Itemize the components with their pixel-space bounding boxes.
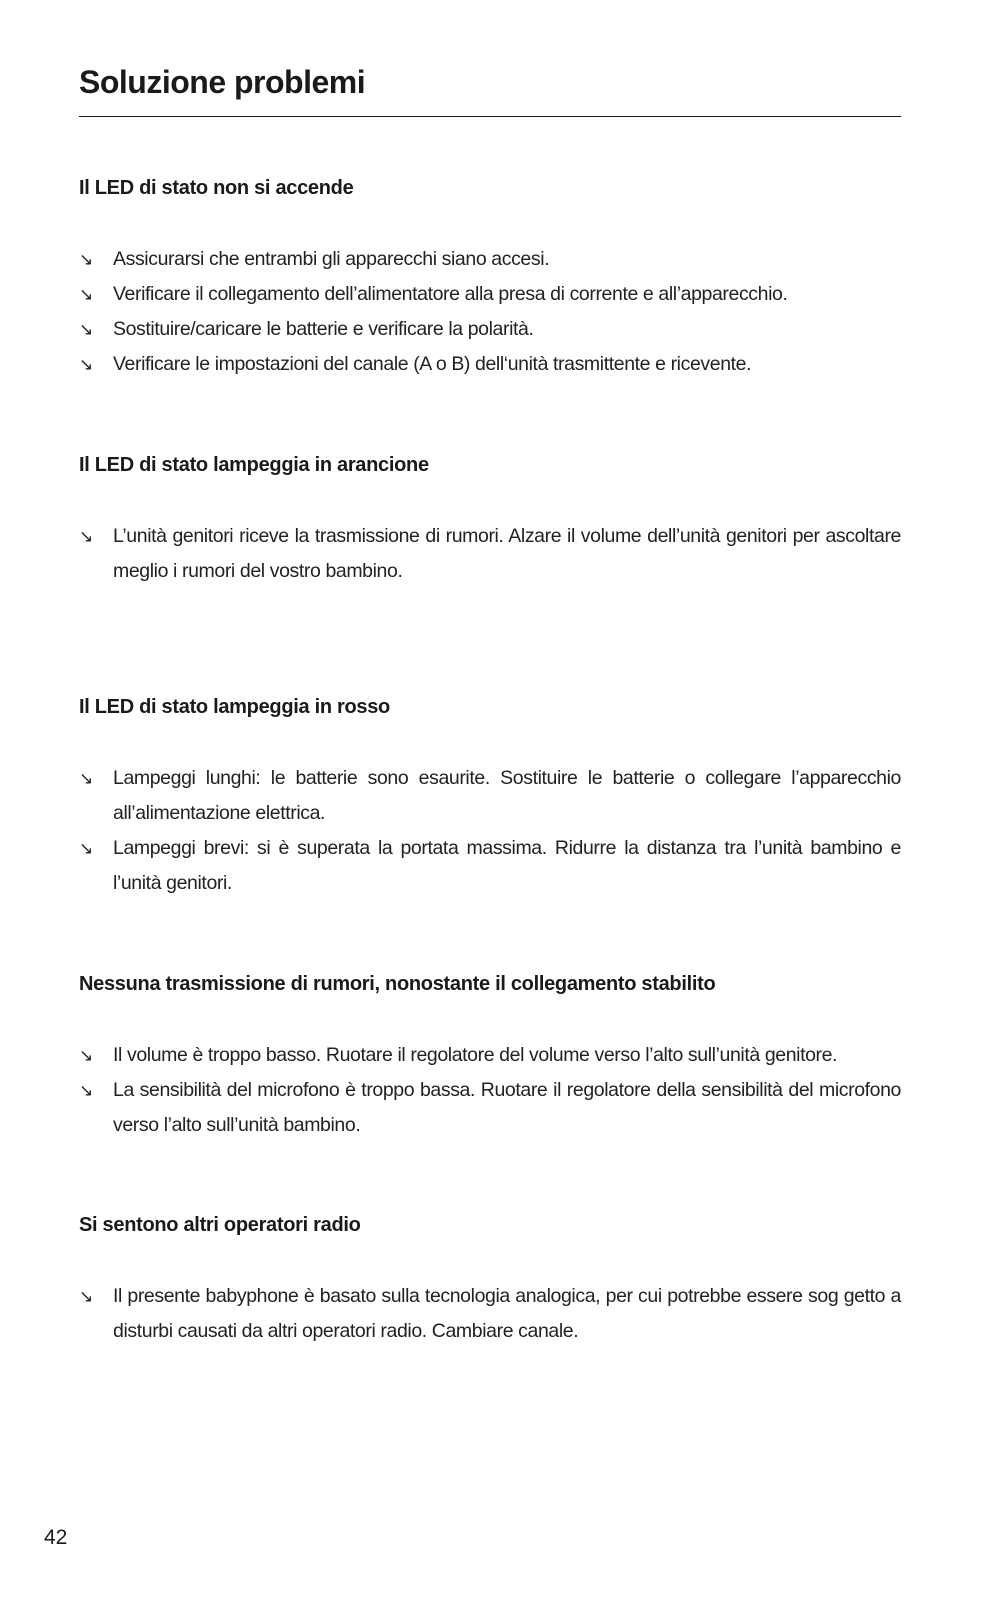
arrow-down-right-icon: ↘ xyxy=(79,320,93,340)
section-led-red xyxy=(79,693,901,901)
section-heading: Si sentono altri operatori radio xyxy=(79,1214,361,1236)
arrow-down-right-icon: ↘ xyxy=(79,1081,93,1101)
section-radio-interference xyxy=(79,1211,901,1349)
list-item-text: Assicurarsi che entrambi gli apparecchi siano accesi. xyxy=(113,248,550,270)
section-led-off xyxy=(79,174,901,382)
list-item xyxy=(79,1279,901,1349)
list-item-text: Lampeggi brevi: si è superata la portata massima. Ridurre la distanza tra l’unità bambino e l’unità genitori. xyxy=(113,837,901,894)
list-item-text: Il presente babyphone è basato sulla tecnologia analogica, per cui potrebbe essere sog getto a disturbi causati da altri operatori radio. Cambiare canale. xyxy=(113,1285,901,1342)
section-heading: Il LED di stato lampeggia in arancione xyxy=(79,454,429,476)
arrow-down-right-icon: ↘ xyxy=(79,1046,93,1066)
bullet-list xyxy=(79,519,901,589)
section-led-orange xyxy=(79,451,901,589)
section-no-sound xyxy=(79,970,901,1143)
arrow-down-right-icon: ↘ xyxy=(79,769,93,789)
list-item xyxy=(79,761,901,831)
section-heading: Il LED di stato lampeggia in rosso xyxy=(79,696,390,718)
bullet-list xyxy=(79,1279,901,1349)
list-item xyxy=(79,347,901,382)
list-item xyxy=(79,1038,901,1073)
arrow-down-right-icon: ↘ xyxy=(79,285,93,305)
arrow-down-right-icon: ↘ xyxy=(79,1287,93,1307)
list-item-text: L’unità genitori riceve la trasmissione di rumori. Alzare il volume dell’unità genitori per ascoltare meglio i rumori del vostro bambino. xyxy=(113,525,901,582)
bullet-list xyxy=(79,1038,901,1143)
list-item xyxy=(79,831,901,901)
section-heading: Nessuna trasmissione di rumori, nonostante il collegamento stabilito xyxy=(79,973,716,995)
section-heading: Il LED di stato non si accende xyxy=(79,177,354,199)
list-item xyxy=(79,277,901,312)
arrow-down-right-icon: ↘ xyxy=(79,839,93,859)
page-title: Soluzione problemi xyxy=(79,64,366,100)
list-item xyxy=(79,242,901,277)
title-divider xyxy=(79,116,901,117)
arrow-down-right-icon: ↘ xyxy=(79,355,93,375)
list-item xyxy=(79,312,901,347)
arrow-down-right-icon: ↘ xyxy=(79,527,93,547)
list-item-text: Il volume è troppo basso. Ruotare il regolatore del volume verso l’alto sull’unità genitore. xyxy=(113,1044,838,1066)
arrow-down-right-icon: ↘ xyxy=(79,250,93,270)
list-item xyxy=(79,519,901,589)
page-number: 42 xyxy=(44,1526,68,1549)
list-item xyxy=(79,1073,901,1143)
list-item-text: Verificare le impostazioni del canale (A o B) dell‘unità trasmittente e ricevente. xyxy=(113,353,752,375)
bullet-list xyxy=(79,242,901,382)
list-item-text: Verificare il collegamento dell’alimentatore alla presa di corrente e all’apparecchio. xyxy=(113,283,788,305)
list-item-text: Sostituire/caricare le batterie e verificare la polarità. xyxy=(113,318,534,340)
bullet-list xyxy=(79,761,901,901)
list-item-text: La sensibilità del microfono è troppo bassa. Ruotare il regolatore della sensibilità del microfono verso l’alto sull’unità bambino. xyxy=(113,1079,901,1136)
list-item-text: Lampeggi lunghi: le batterie sono esaurite. Sostituire le batterie o collegare l’apparecchio all’alimentazione elettrica. xyxy=(113,767,901,824)
